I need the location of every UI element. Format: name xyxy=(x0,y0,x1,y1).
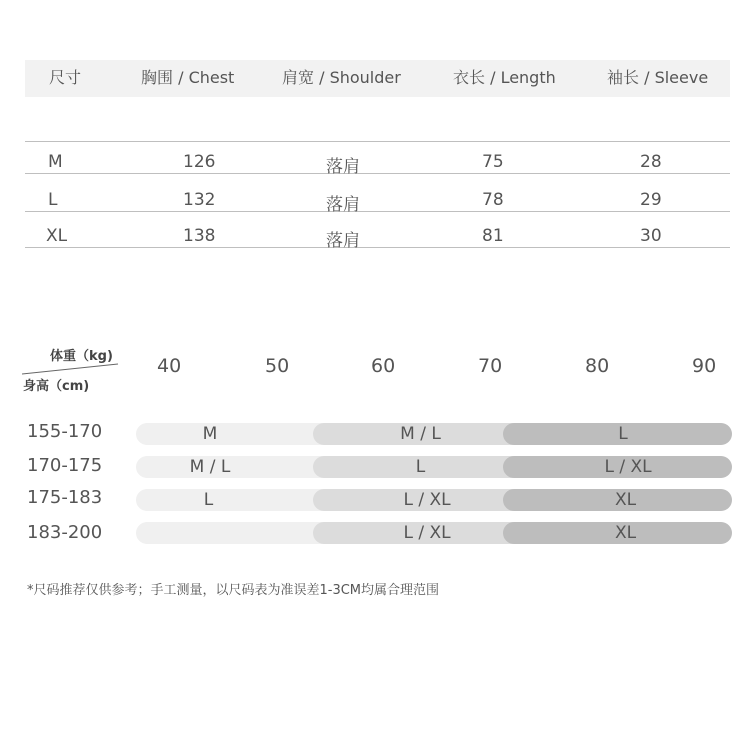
chest-cell: 126 xyxy=(183,152,216,172)
weight-value: 80 xyxy=(585,355,610,377)
size-cell: L xyxy=(48,190,58,210)
size-pill-light-label: M xyxy=(202,424,218,444)
size-pill-light xyxy=(136,522,336,544)
shoulder-cell: 落肩 xyxy=(326,195,360,215)
size-cell: M xyxy=(48,152,63,172)
size-table-header xyxy=(25,60,730,97)
size-pill-mid-label: L / XL xyxy=(403,523,451,543)
header-shoulder: 肩宽 / Shoulder xyxy=(282,68,401,87)
length-cell: 75 xyxy=(482,152,504,172)
height-range: 175-183 xyxy=(27,487,103,508)
size-pill-mid-label: M / L xyxy=(400,424,441,444)
header-sleeve: 袖长 / Sleeve xyxy=(607,68,709,87)
weight-value: 50 xyxy=(265,355,290,377)
size-pill-light-label: M / L xyxy=(189,457,231,477)
header-chest: 胸围 / Chest xyxy=(141,68,235,87)
height-range: 155-170 xyxy=(27,421,103,442)
weight-value: 60 xyxy=(371,355,396,377)
chest-cell: 138 xyxy=(183,226,216,246)
size-pill-dark-label: XL xyxy=(614,523,637,543)
shoulder-cell: 落肩 xyxy=(326,231,360,251)
sleeve-cell: 30 xyxy=(640,226,662,246)
shoulder-cell: 落肩 xyxy=(326,157,360,177)
size-pill-dark-label: XL xyxy=(614,490,637,510)
weight-value: 70 xyxy=(478,355,503,377)
sleeve-cell: 29 xyxy=(640,190,662,210)
table-divider xyxy=(25,141,730,142)
size-cell: XL xyxy=(46,226,68,246)
size-pill-dark-label: L / XL xyxy=(604,457,652,477)
length-cell: 81 xyxy=(482,226,504,246)
table-divider xyxy=(25,247,730,248)
length-cell: 78 xyxy=(482,190,504,210)
corner-diagonal-line xyxy=(22,362,120,376)
height-axis-label: 身高（cm) xyxy=(23,379,90,394)
table-divider xyxy=(25,211,730,212)
size-pill-mid-label: L / XL xyxy=(403,490,451,510)
size-pill-dark-label: L xyxy=(618,424,628,444)
weight-value: 40 xyxy=(157,355,182,377)
header-length: 衣长 / Length xyxy=(453,68,556,87)
size-pill-mid-label: L xyxy=(415,457,426,477)
chest-cell: 132 xyxy=(183,190,216,210)
sleeve-cell: 28 xyxy=(640,152,662,172)
height-range: 170-175 xyxy=(27,455,103,476)
table-divider xyxy=(25,173,730,174)
header-size: 尺寸 xyxy=(49,68,82,87)
size-pill-light-label: L xyxy=(203,490,214,510)
height-range: 183-200 xyxy=(27,522,103,543)
weight-value: 90 xyxy=(692,355,717,377)
weight-axis-label: 体重（kg) xyxy=(50,349,113,364)
disclaimer-note: *尺码推荐仅供参考；手工测量，以尺码表为准误差1-3CM均属合理范围 xyxy=(27,583,440,598)
